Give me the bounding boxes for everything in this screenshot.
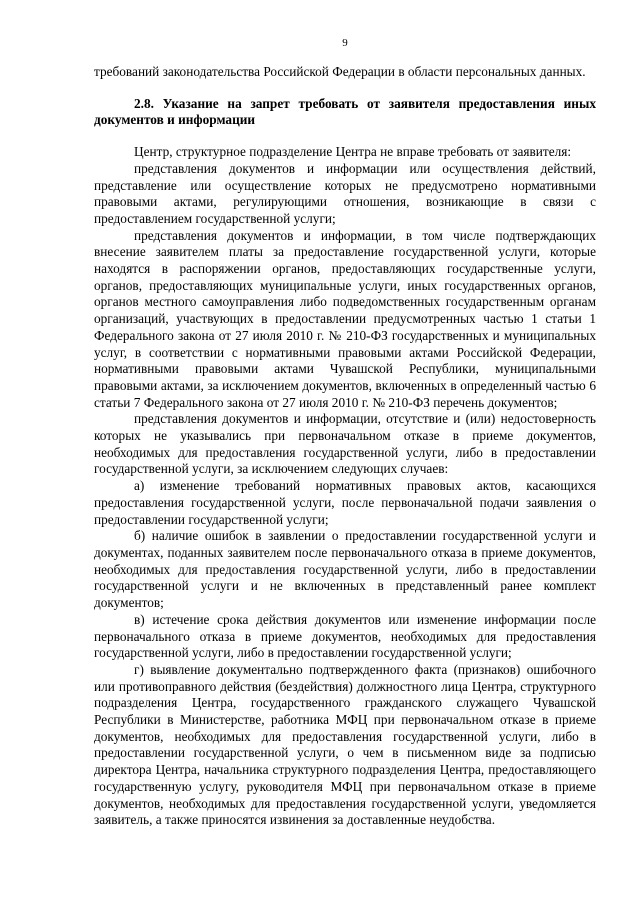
section-heading: 2.8. Указание на запрет требовать от заявителя предоставления иных документов и информации [94, 95, 596, 128]
paragraph-item-documents: представления документов и информации, в том числе подтверждающих внесение заявителем платы за предоставление государственной услуги, которые находятся в распоряжении органов, предоставляющих государственные услуги, органов, предоставляющих муниципальные услуги, иных государственных органов, органов местного самоуправления либо подведомственных государственным органам организаций, участвующих в предоставлении предусмотренных частью 1 статьи 1 Федерального закона от 27 июля 2010 г. № 210-ФЗ государственных и муниципальных услуг, в соответствии с нормативными правовыми актами Российской Федерации, нормативными правовыми актами Чувашской Республики, муниципальными правовыми актами, за исключением документов, включенных в определенный частью 6 статьи 7 Федерального закона от 27 июля 2010 г. № 210-ФЗ перечень документов; [94, 227, 596, 410]
paragraph-case-v: в) истечение срока действия документов или изменение информации после первоначального отказа в приеме документов, необходимых для предоставления государственной услуги, либо в предоставлении государственной услуги; [94, 611, 596, 661]
paragraph-prohibition-intro: Центр, структурное подразделение Центра не вправе требовать от заявителя: [134, 144, 572, 160]
paragraph-personal-data: требований законодательства Российской Федерации в области персональных данных. [94, 64, 586, 79]
paragraph-item-actions: представления документов и информации или осуществления действий, представление или осуществление которых не предусмотрено нормативными правовыми актами, регулирующими отношения, возникающие в связи с предоставлением государственной услуги; [94, 160, 596, 226]
paragraph-case-g: г) выявление документально подтвержденного факта (признаков) ошибочного или противоправного действия (бездействия) должностного лица Центра, структурного подразделения Центра, государственного гражданского служащего Чувашской Республики в Министерстве, работника МФЦ при первоначальном отказе в приеме документов, необходимых для предоставления государственной услуги, либо в предоставлении государственной услуги, о чем в письменном виде за подписью директора Центра, начальника структурного подразделения Центра, предоставляющего государственную услугу, руководителя МФЦ при первоначальном отказе в приеме документов, необходимых для предоставления государственной услуги, уведомляется заявитель, а также приносятся извинения за доставленные неудобства. [94, 661, 596, 828]
page-number: 9 [342, 37, 348, 49]
paragraph-item-inaccuracy: представления документов и информации, отсутствие и (или) недостоверность которых не указывались при первоначальном отказе в приеме документов, необходимых для предоставления государственной услуги, либо в предоставлении государственной услуги, за исключением следующих случаев: [94, 411, 596, 477]
paragraph-case-b: б) наличие ошибок в заявлении о предоставлении государственной услуги и документах, поданных заявителем после первоначального отказа в приеме документов, необходимых для предоставления государственной услуги, либо в предоставлении государственной услуги и не включенных в представленный ранее комплект документов; [94, 528, 596, 611]
paragraph-case-a: а) изменение требований нормативных правовых актов, касающихся предоставления государственной услуги, после первоначальной подачи заявления о предоставлении государственной услуги; [94, 478, 596, 527]
